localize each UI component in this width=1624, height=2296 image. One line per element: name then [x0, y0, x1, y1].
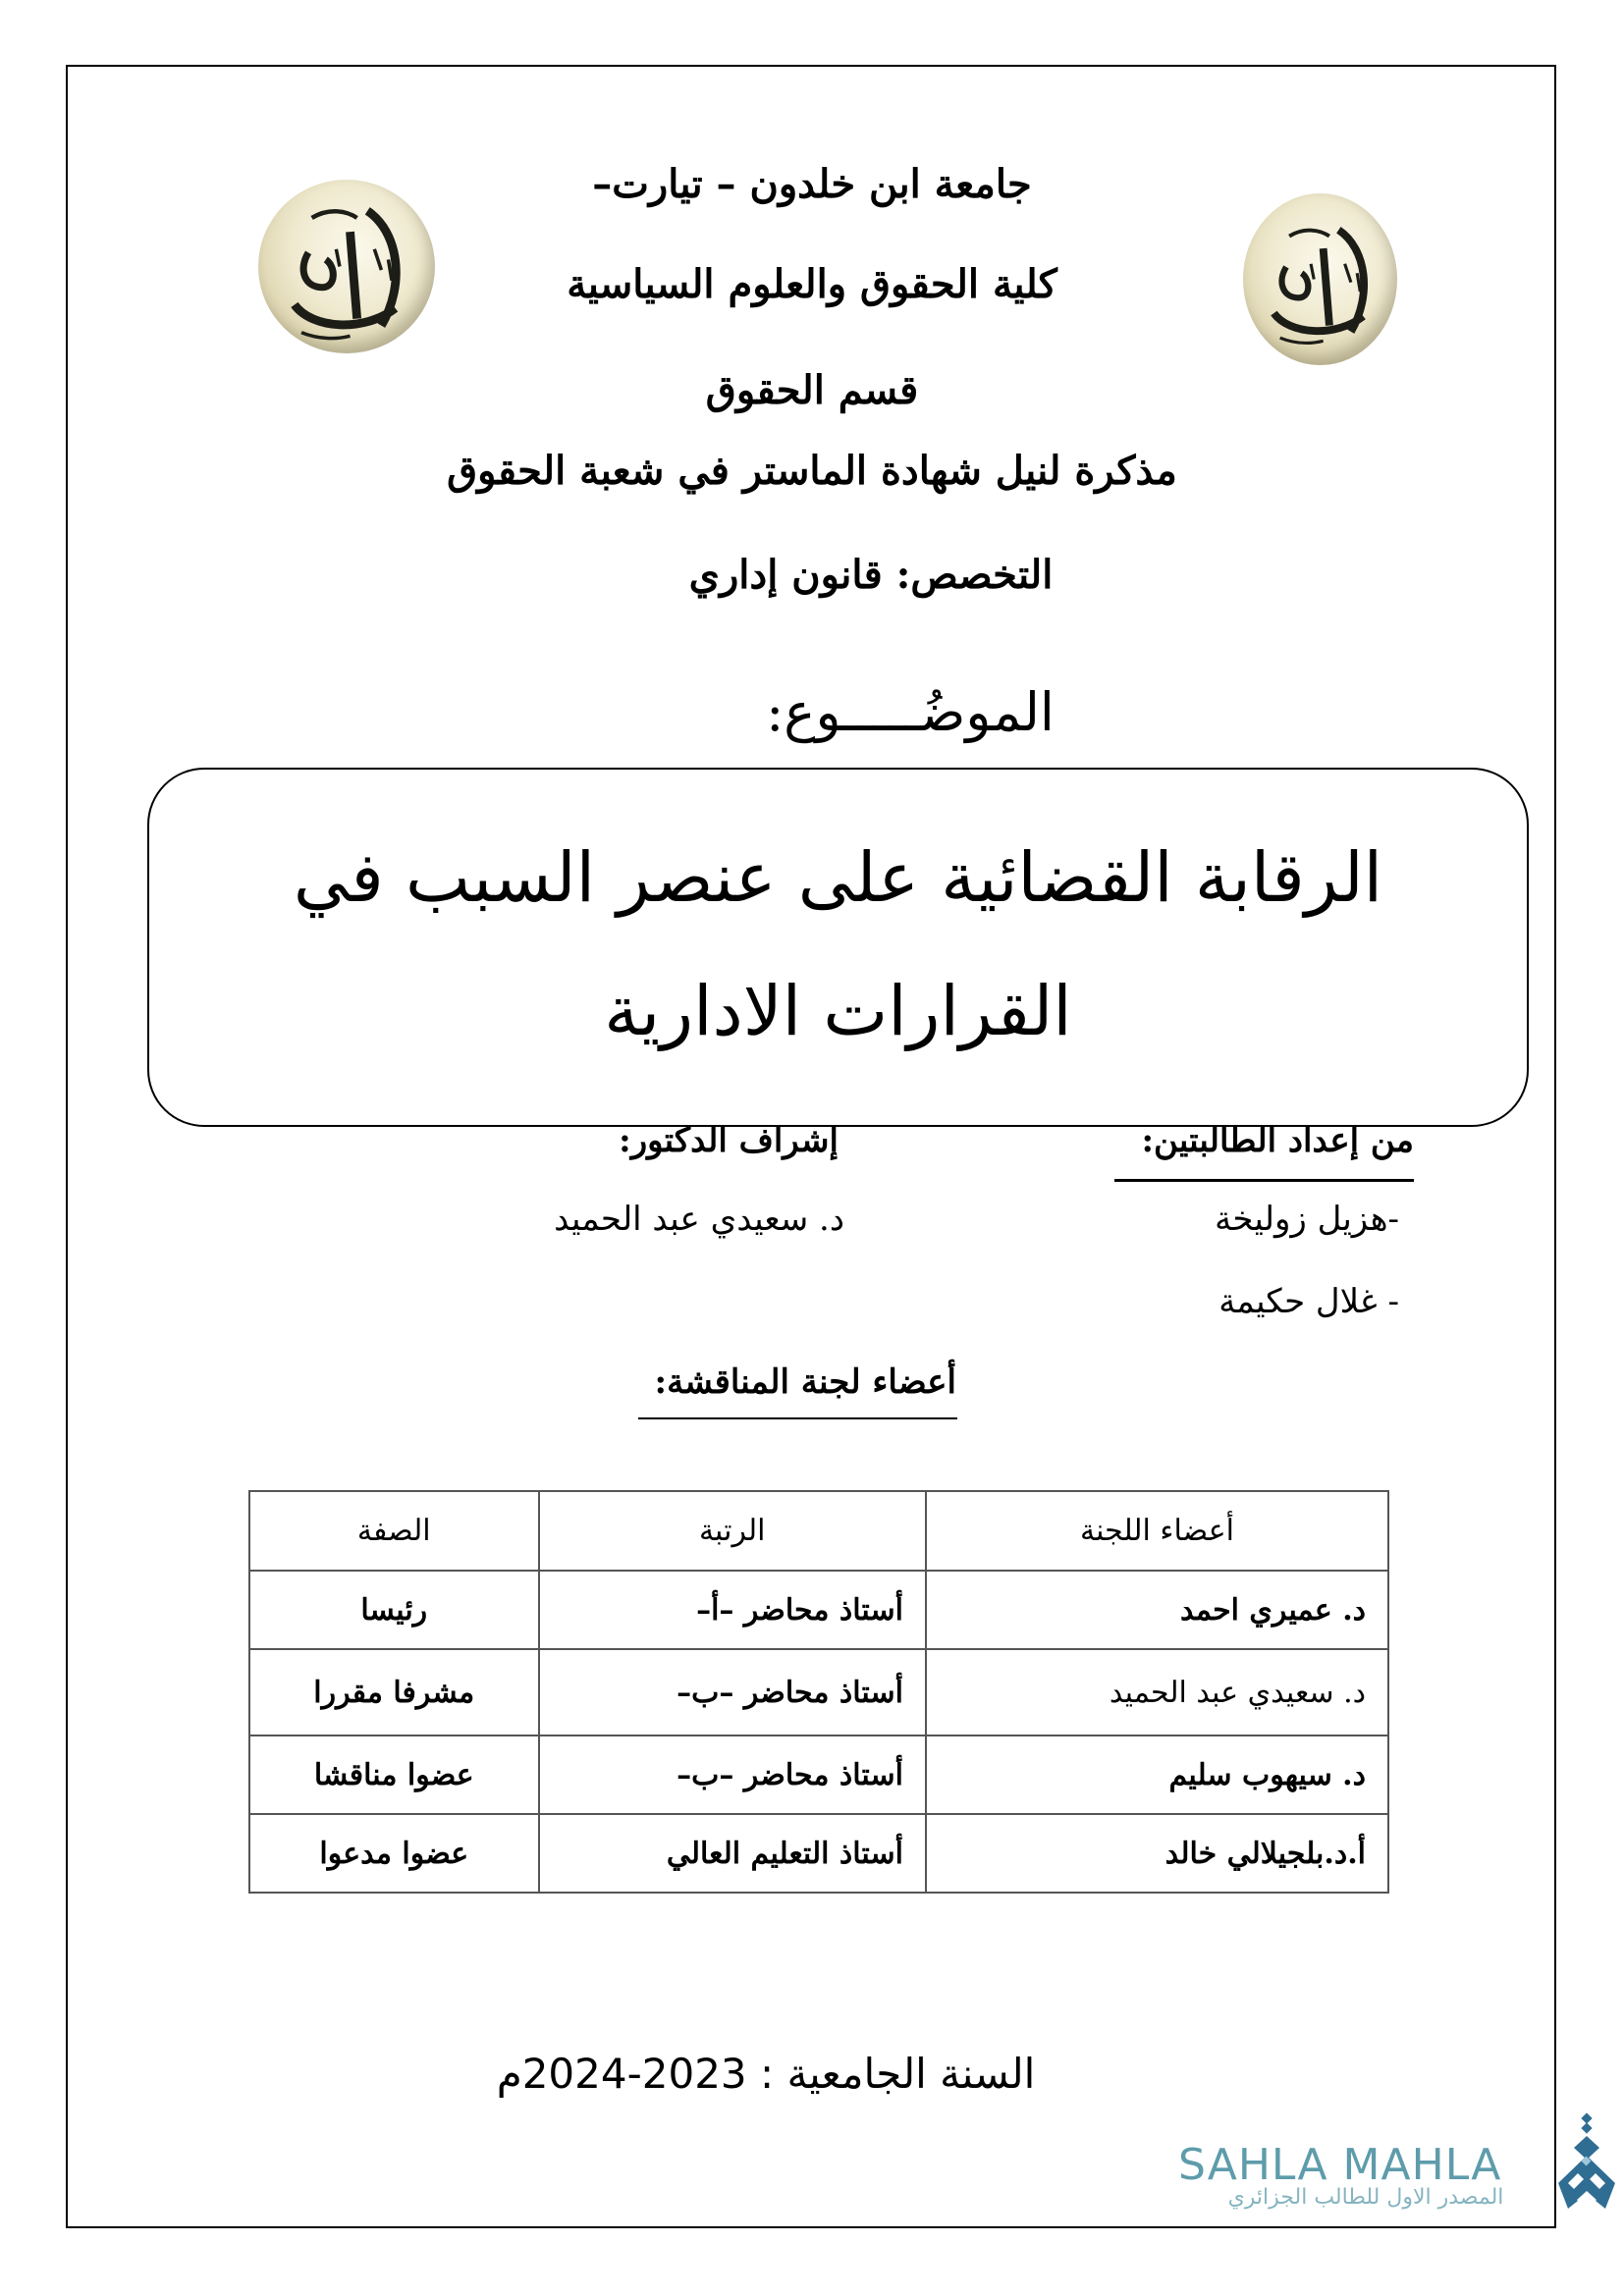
table-row — [249, 1814, 1388, 1893]
member-rank: أستاذ التعليم العالي — [539, 1814, 926, 1893]
member-role: عضوا مدعوا — [249, 1814, 539, 1893]
faculty-name: كلية الحقوق والعلوم السياسية — [567, 261, 1057, 307]
committee-label-underline — [638, 1417, 957, 1419]
table-row — [249, 1649, 1388, 1735]
column-header-rank: الرتبة — [539, 1491, 926, 1571]
member-name: أ.د.بلجيلالي خالد — [926, 1814, 1388, 1893]
member-name: د. سيهوب سليم — [926, 1735, 1388, 1814]
department-name: قسم الحقوق — [705, 367, 919, 413]
sahla-mahla-logo-icon — [1554, 2112, 1623, 2215]
table-header-row — [249, 1491, 1388, 1571]
committee-label: أعضاء لجنة المناقشة: — [654, 1362, 956, 1402]
supervisor-label: إشراف الدكتور: — [619, 1121, 839, 1160]
member-role: عضوا مناقشا — [249, 1735, 539, 1814]
member-rank: أستاذ محاضر –ب– — [539, 1649, 926, 1735]
degree-statement: مذكرة لنيل شهادة الماستر في شعبة الحقوق — [447, 448, 1177, 494]
member-name: د. سعيدي عبد الحميد — [926, 1649, 1388, 1735]
topic-label: الموضُـــــوع: — [766, 681, 1055, 743]
column-header-members: أعضاء اللجنة — [926, 1491, 1388, 1571]
committee-table — [248, 1490, 1389, 1894]
member-name: د. عميري احمد — [926, 1571, 1388, 1649]
students-label-underline — [1114, 1179, 1414, 1182]
thesis-title-line-1: الرقابة القضائية على عنصر السبب في — [293, 837, 1383, 918]
students-label: من إعداد الطالبتين: — [1141, 1121, 1414, 1160]
university-name: جامعة ابن خلدون – تيارت– — [592, 161, 1032, 207]
member-rank: أستاذ محاضر –أ– — [539, 1571, 926, 1649]
student-name-1: -هزيل زوليخة — [1215, 1200, 1399, 1239]
academic-year: السنة الجامعية : 2023-2024م — [496, 2050, 1036, 2098]
thesis-title-line-2: القرارات الادارية — [604, 971, 1072, 1051]
student-name-2: - غلال حكيمة — [1218, 1282, 1399, 1321]
table-row — [249, 1735, 1388, 1814]
thesis-title-box — [147, 768, 1529, 1127]
specialty: التخصص: قانون إداري — [688, 552, 1054, 598]
supervisor-name: د. سعيدي عبد الحميد — [554, 1200, 844, 1239]
member-role: مشرفا مقررا — [249, 1649, 539, 1735]
watermark-subtitle: المصدر الاول للطالب الجزائري — [1227, 2185, 1504, 2210]
member-role: رئيسا — [249, 1571, 539, 1649]
column-header-role: الصفة — [249, 1491, 539, 1571]
watermark-title: SAHLA MAHLA — [1178, 2140, 1502, 2190]
table-row — [249, 1571, 1388, 1649]
member-rank: أستاذ محاضر –ب– — [539, 1735, 926, 1814]
